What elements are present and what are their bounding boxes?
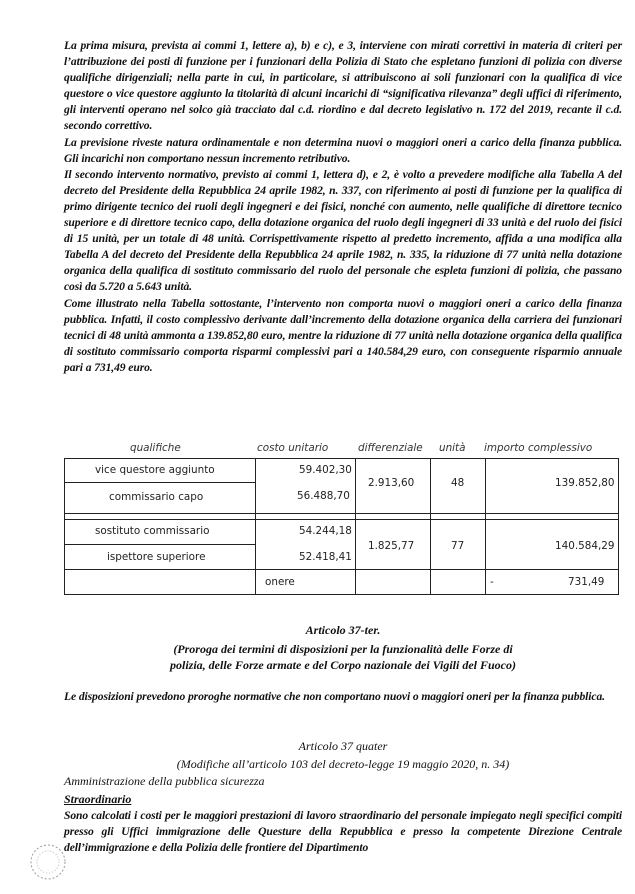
art37quater-subtitle: (Modifiche all’articolo 103 del decreto-legge 19 maggio 2020, n. 34) <box>176 757 510 771</box>
costo-cell: 52.418,41 <box>299 551 352 563</box>
table-bottom-border <box>64 594 619 595</box>
art37quater-title: Articolo 37 quater <box>298 739 388 753</box>
row-divider <box>65 544 255 545</box>
header-qualifiche: qualifiche <box>130 442 181 454</box>
paragraph-tabella: Come illustrato nella Tabella sottostante, l’intervento non comporta nuovi o maggiori oneri a carico della finanza pubblica. Infatti, il costo complessivo derivante dall’incremento della dotazione organica della carriera dei funzionari tecnici di 48 unità ammonta a 139.852,80 euro, mentre la riduzione di 77 unità nella dotazione organica della qualifica di sostituto commissario comporta risparmi complessivi pari a 140.584,29 euro, con conseguente risparmio annuale pari a 731,49 euro. <box>64 296 622 374</box>
table-header <box>64 438 619 458</box>
qualifica-cell: commissario capo <box>109 491 204 503</box>
costo-cell: 59.402,30 <box>299 464 352 476</box>
qualifica-cell: vice questore aggiunto <box>95 464 215 476</box>
importo-cell: 140.584,29 <box>555 540 615 552</box>
onere-sign: - <box>490 576 494 588</box>
art37ter-subtitle-line2: polizia, delle Forze armate e del Corpo nazionale dei Vigili del Fuoco) <box>170 658 516 672</box>
header-costo-unitario: costo unitario <box>257 442 329 454</box>
art37ter-subtitle-line1: (Proroga dei termini di disposizioni per la funzionalità delle Forze di <box>173 642 513 656</box>
header-importo: importo complessivo <box>484 442 593 454</box>
art37quater-body: Sono calcolati i costi per le maggiori prestazioni di lavoro straordinario del personale impiegato negli specifici compiti presso gli Uffici immigrazione delle Questure della Repubblica e presso la competente Direzione Centrale dell’immigrazione e della Polizia delle frontiere del Dipartimento <box>64 809 622 855</box>
column-divider <box>430 459 431 595</box>
costo-cell: 54.244,18 <box>299 525 352 537</box>
row-divider <box>65 513 618 514</box>
art37ter-body: Le disposizioni prevedono proroghe normative che non comportano nuovi o maggiori oneri per la finanza pubblica. <box>64 690 605 703</box>
differenziale-cell: 2.913,60 <box>368 477 415 489</box>
paragraph-previsione: La previsione riveste natura ordinamentale e non determina nuovi o maggiori oneri a carico della finanza pubblica. Gli incarichi non comportano nessun incremento retributivo. <box>64 135 622 165</box>
unita-cell: 77 <box>451 540 465 552</box>
table-body <box>64 458 619 595</box>
header-differenziale: differenziale <box>358 442 423 454</box>
main-text <box>64 38 622 376</box>
differenziale-cell: 1.825,77 <box>368 540 415 552</box>
section-heading: Amministrazione della pubblica sicurezza <box>64 774 265 788</box>
row-divider <box>65 482 255 483</box>
paragraph-secondo-intervento: Il secondo intervento normativo, previsto ai commi 1, lettera d), e 2, è volto a prevedere modifiche alla Tabella A del decreto del Presidente della Repubblica 24 aprile 1982, n. 337, con riferimento ai posti di funzione per la qualifica di primo dirigente tecnico dei ruoli degli ingegneri e dei fisici, nonché con aumento, nelle qualifiche di direttore tecnico superiore e di direttore tecnico capo, della dotazione organica del ruolo degli ingegneri di 33 unità e del ruolo dei fisici di 15 unità, per un totale di 48 unità. Corrispettivamente rispetto al predetto incremento, affida a una modifica alla Tabella A del decreto del Presidente della Repubblica 24 aprile 1982, n. 335, la riduzione di 77 unità nella dotazione organica della qualifica di sostituto commissario del ruolo del personale che espleta funzioni di polizia, che passano così da 5.720 a 5.643 unità. <box>64 167 622 294</box>
onere-value: 731,49 <box>568 576 605 588</box>
importo-cell: 139.852,80 <box>555 477 615 489</box>
row-divider <box>65 519 618 520</box>
row-divider <box>65 569 618 570</box>
qualifica-cell: sostituto commissario <box>95 525 210 537</box>
column-divider <box>255 459 256 595</box>
column-divider <box>485 459 486 595</box>
subsection-heading: Straordinario <box>64 792 132 806</box>
header-unita: unità <box>439 442 466 454</box>
qualifica-cell: ispettore superiore <box>107 551 206 563</box>
paragraph-prima-misura: La prima misura, prevista ai commi 1, lettere a), b) e c), e 3, interviene con mirati correttivi in materia di criteri per l’attribuzione dei posti di funzione per i funzionari della Polizia di Stato che espletano funzioni di polizia con diverse qualifiche dirigenziali; nella parte in cui, in particolare, si attribuiscono ai soli funzionari con la qualifica di vice questore o vice questore aggiunto la titolarità di alcuni incarichi di “significativa rilevanza” degli uffici di riferimento, gli interventi operano nel solco già tracciato dal c.d. riordino e dal decreto legislativo n. 172 del 2019, recante il c.d. secondo correttivo. <box>64 39 622 133</box>
cost-table <box>64 438 619 595</box>
unita-cell: 48 <box>451 477 465 489</box>
art37ter-title: Articolo 37-ter. <box>305 623 381 637</box>
column-divider <box>355 459 356 595</box>
costo-cell: 56.488,70 <box>297 490 350 502</box>
stamp-seal-icon <box>28 842 68 882</box>
onere-label: onere <box>265 576 295 588</box>
